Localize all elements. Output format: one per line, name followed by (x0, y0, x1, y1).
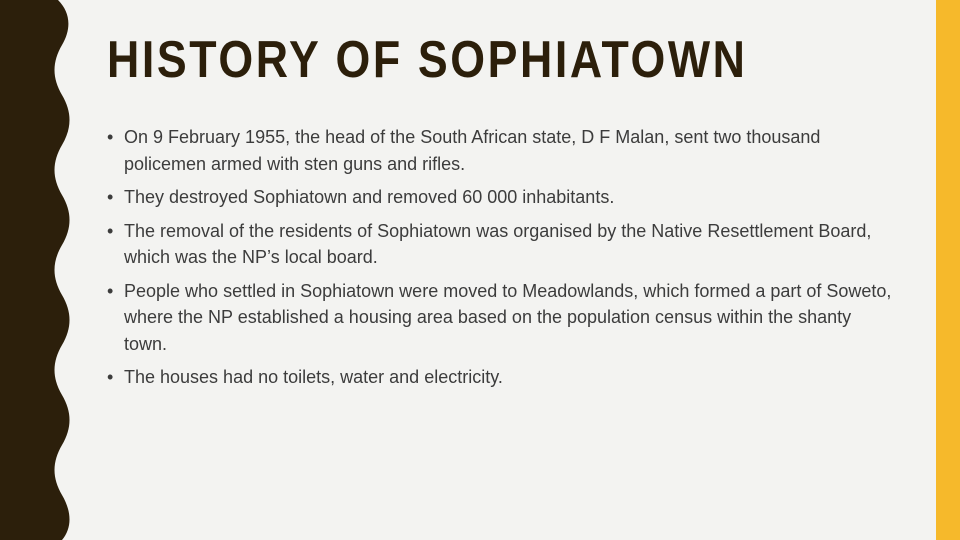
bullet-item (107, 184, 897, 211)
wavy-border-shape (0, 0, 70, 540)
bullet-item (107, 364, 897, 391)
bullet-marker: • (107, 220, 114, 241)
bullet-text: The removal of the residents of Sophiatown was organised by the Native Resettlement Board, which was the NP’s local board. (124, 220, 872, 267)
slide-title: HISTORY OF SOPHIATOWN (107, 31, 748, 89)
bullet-marker: • (107, 280, 114, 301)
bullet-text: People who settled in Sophiatown were moved to Meadowlands, which formed a part of Soweto, where the NP established a housing area based on the population census within the shanty town. (124, 280, 892, 354)
bullet-text: They destroyed Sophiatown and removed 60 000 inhabitants. (124, 187, 615, 207)
accent-bar (936, 0, 960, 540)
bullet-item (107, 124, 897, 177)
bullet-marker: • (107, 367, 114, 387)
bullet-marker: • (107, 187, 114, 207)
bullet-text: On 9 February 1955, the head of the South African state, D F Malan, sent two thousand policemen armed with sten guns and rifles. (124, 127, 821, 174)
bullet-item (107, 218, 897, 271)
bullet-item (107, 278, 897, 358)
bullet-list (107, 124, 897, 398)
bullet-marker: • (107, 127, 114, 147)
bullet-text: The houses had no toilets, water and electricity. (124, 367, 503, 387)
wavy-left-border (0, 0, 80, 540)
